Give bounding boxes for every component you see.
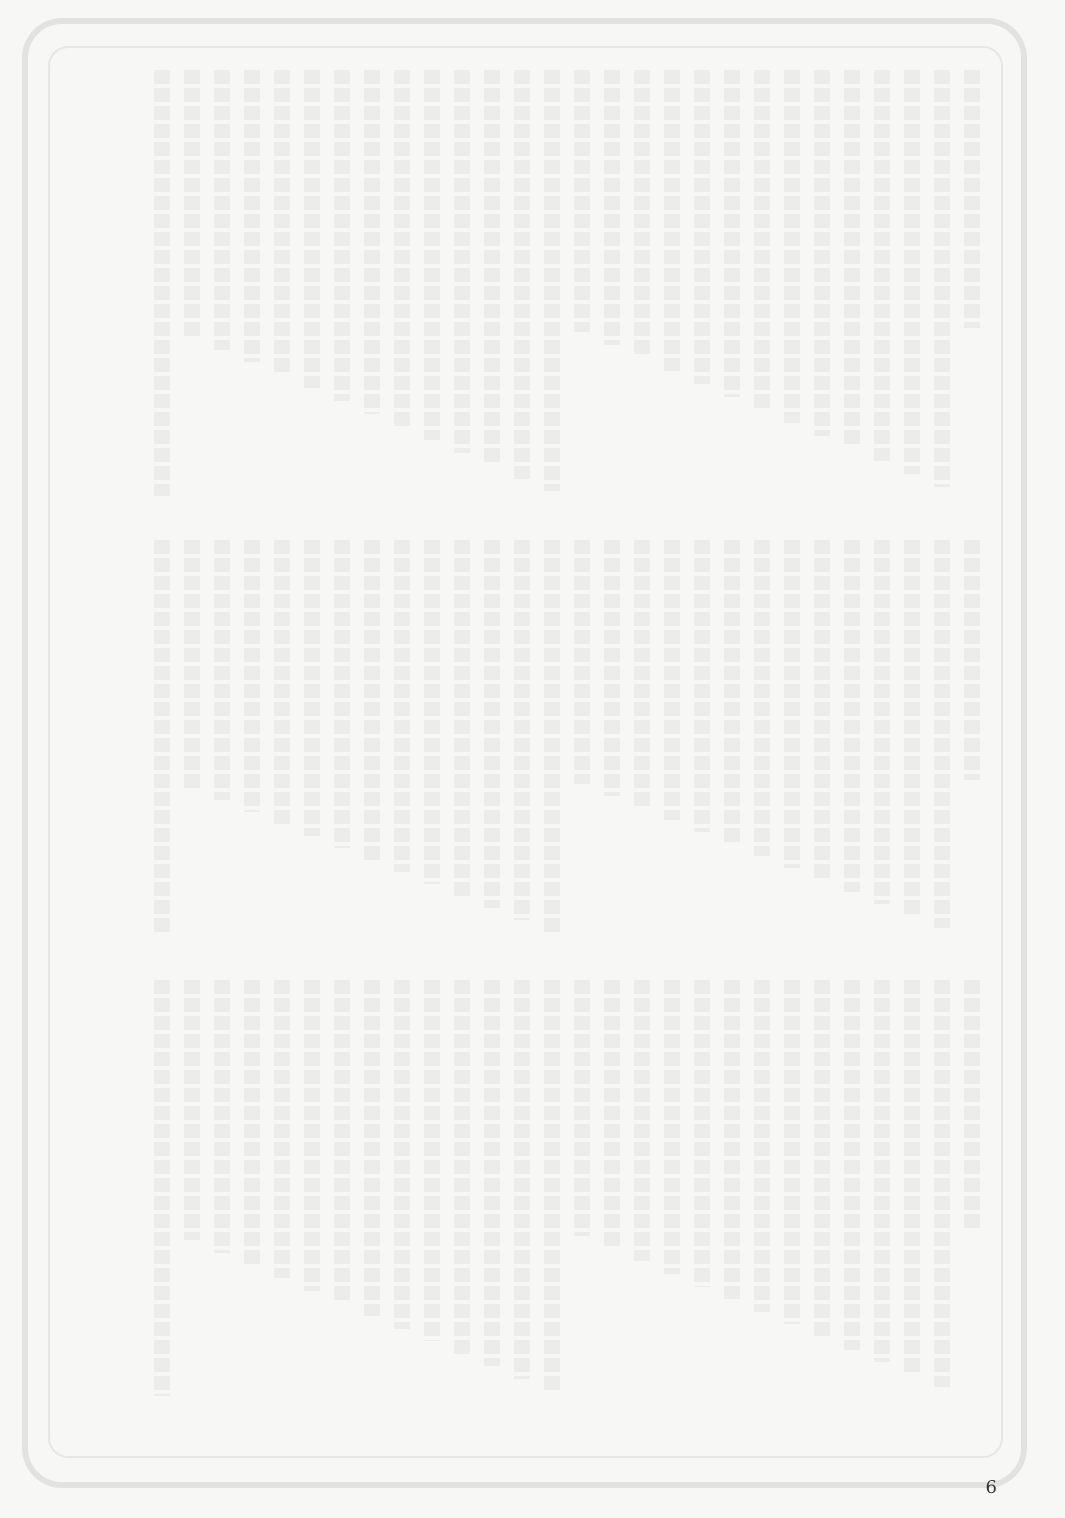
text-column-placeholder xyxy=(214,540,230,800)
text-column-placeholder xyxy=(304,980,320,1291)
text-column-placeholder xyxy=(664,70,680,371)
text-column-placeholder xyxy=(634,980,650,1261)
text-column-placeholder xyxy=(484,540,500,908)
text-column-placeholder xyxy=(514,980,530,1379)
text-column-placeholder xyxy=(934,540,950,928)
text-column-placeholder xyxy=(874,70,890,461)
text-column-placeholder xyxy=(784,70,800,423)
text-column-placeholder xyxy=(544,70,560,491)
text-band-top xyxy=(80,70,980,500)
text-column-placeholder xyxy=(814,70,830,436)
text-column-placeholder xyxy=(694,540,710,832)
text-column-placeholder xyxy=(934,70,950,487)
text-column-placeholder xyxy=(844,540,860,892)
text-column-placeholder xyxy=(424,980,440,1341)
text-column-placeholder xyxy=(814,540,830,880)
text-column-placeholder xyxy=(394,540,410,872)
text-column-placeholder xyxy=(664,980,680,1274)
text-column-placeholder xyxy=(184,70,200,337)
text-column-placeholder xyxy=(154,540,170,936)
text-column-placeholder xyxy=(274,980,290,1278)
text-column-placeholder xyxy=(334,980,350,1303)
text-column-placeholder xyxy=(364,70,380,414)
text-column-placeholder xyxy=(214,70,230,350)
text-column-placeholder xyxy=(874,540,890,904)
text-column-placeholder xyxy=(154,980,170,1396)
text-column-placeholder xyxy=(364,540,380,860)
text-column-placeholder xyxy=(694,70,710,384)
text-column-placeholder xyxy=(934,980,950,1387)
text-column-placeholder xyxy=(964,70,980,328)
text-column-placeholder xyxy=(334,540,350,848)
text-column-placeholder xyxy=(814,980,830,1337)
text-column-placeholder xyxy=(184,540,200,788)
text-column-placeholder xyxy=(754,70,770,410)
text-column-placeholder xyxy=(514,70,530,479)
text-column-placeholder xyxy=(364,980,380,1316)
text-column-placeholder xyxy=(454,980,470,1354)
text-column-placeholder xyxy=(394,980,410,1329)
text-column-placeholder xyxy=(784,980,800,1324)
text-column-placeholder xyxy=(964,980,980,1232)
text-column-placeholder xyxy=(724,70,740,397)
text-column-placeholder xyxy=(904,540,920,916)
text-column-placeholder xyxy=(244,70,260,362)
text-column-placeholder xyxy=(574,70,590,332)
text-column-placeholder xyxy=(454,540,470,896)
text-column-placeholder xyxy=(604,540,620,796)
text-column-placeholder xyxy=(844,70,860,448)
text-column-placeholder xyxy=(424,70,440,440)
text-column-placeholder xyxy=(964,540,980,780)
text-column-placeholder xyxy=(544,980,560,1392)
text-column-placeholder xyxy=(334,70,350,401)
text-column-placeholder xyxy=(634,540,650,808)
text-column-placeholder xyxy=(394,70,410,427)
text-column-placeholder xyxy=(904,70,920,474)
text-column-placeholder xyxy=(724,980,740,1299)
text-column-placeholder xyxy=(484,70,500,466)
text-column-placeholder xyxy=(904,980,920,1375)
text-column-placeholder xyxy=(184,980,200,1240)
text-column-placeholder xyxy=(874,980,890,1362)
text-column-placeholder xyxy=(754,980,770,1312)
text-column-placeholder xyxy=(514,540,530,920)
text-column-placeholder xyxy=(244,540,260,812)
text-column-placeholder xyxy=(214,980,230,1253)
text-band-bottom xyxy=(80,980,980,1400)
text-column-placeholder xyxy=(244,980,260,1266)
text-column-placeholder xyxy=(424,540,440,884)
text-column-placeholder xyxy=(754,540,770,856)
text-column-placeholder xyxy=(694,980,710,1287)
text-column-placeholder xyxy=(634,70,650,358)
text-column-placeholder xyxy=(274,70,290,375)
text-column-placeholder xyxy=(574,540,590,784)
text-column-placeholder xyxy=(664,540,680,820)
text-column-placeholder xyxy=(604,980,620,1249)
text-column-placeholder xyxy=(544,540,560,932)
text-column-placeholder xyxy=(304,70,320,388)
text-column-placeholder xyxy=(604,70,620,345)
page-number: 6 xyxy=(985,1477,997,1498)
text-column-placeholder xyxy=(724,540,740,844)
text-column-placeholder xyxy=(154,70,170,496)
text-column-placeholder xyxy=(784,540,800,868)
text-column-placeholder xyxy=(274,540,290,824)
text-column-placeholder xyxy=(304,540,320,836)
text-column-placeholder xyxy=(454,70,470,453)
text-column-placeholder xyxy=(484,980,500,1366)
text-band-middle xyxy=(80,540,980,940)
text-column-placeholder xyxy=(574,980,590,1236)
text-column-placeholder xyxy=(844,980,860,1350)
